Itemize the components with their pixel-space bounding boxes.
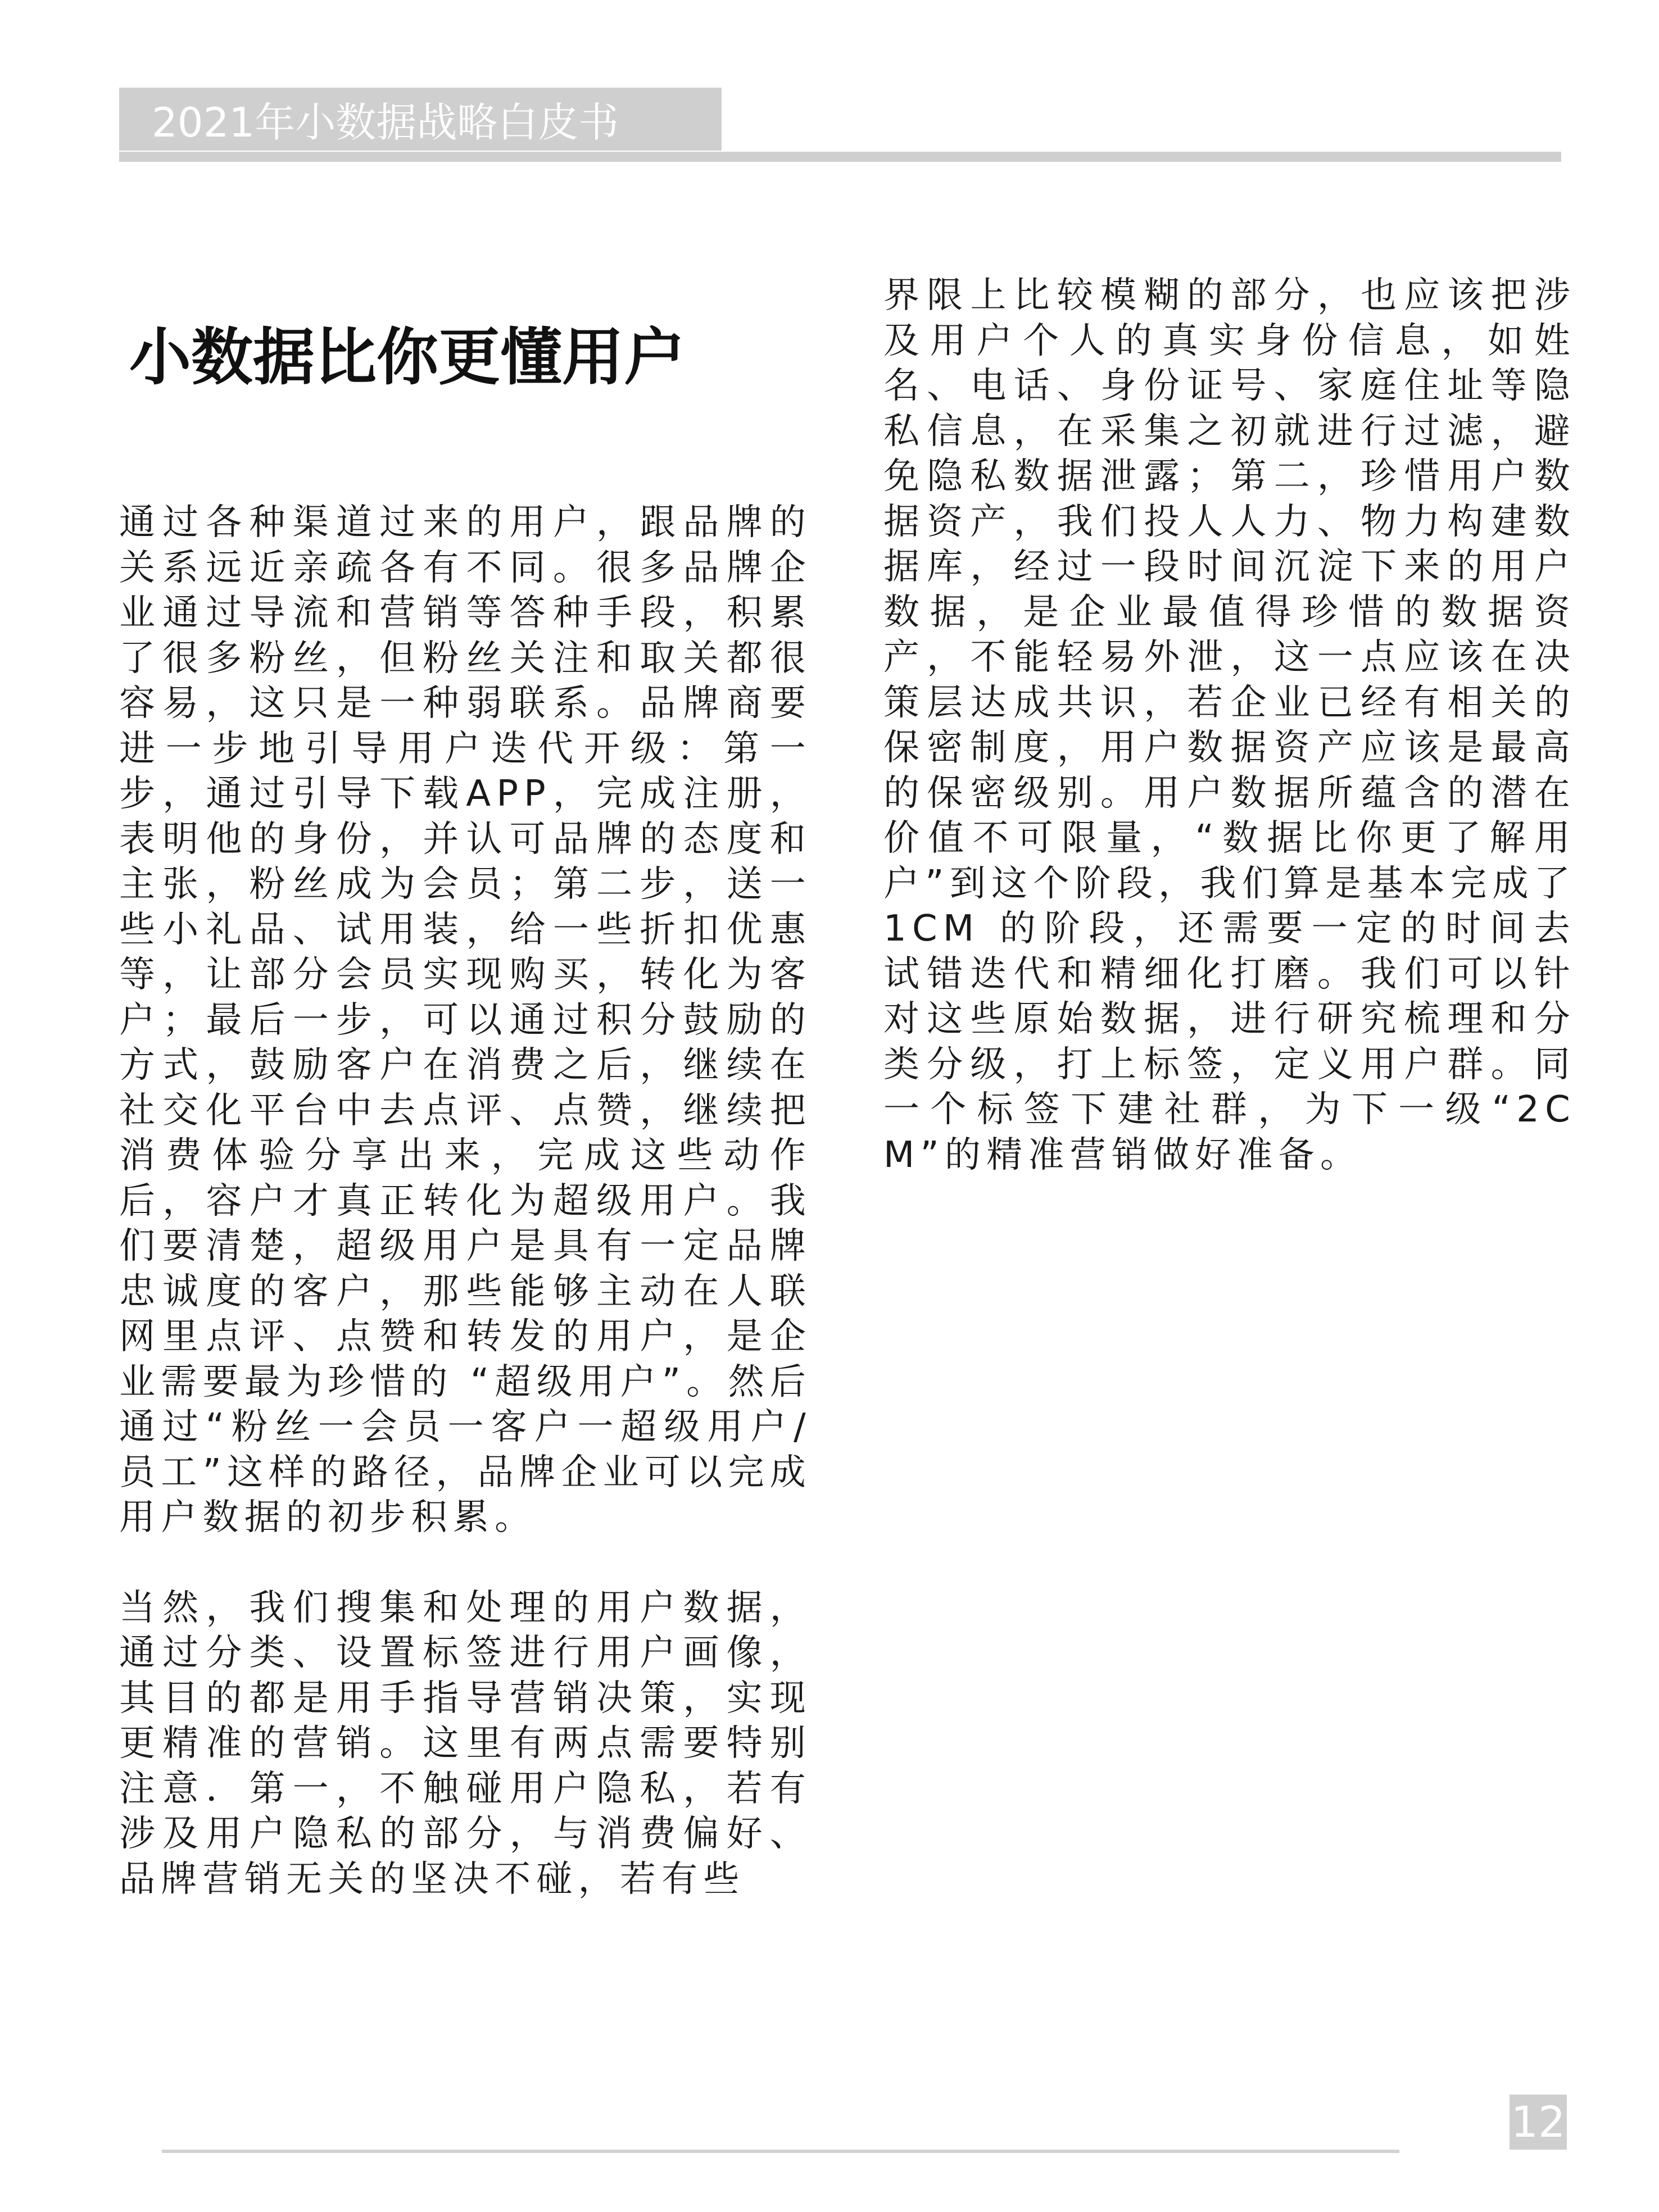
right-paragraph-1: 界限上比较模糊的部分，也应该把涉及用户个人的真实身份信息，如姓名、电话、身份证号、家庭住址等隐私信息，在采集之初就进行过滤，避免隐私数据泄露；第二，珍惜用户数据资产，我们投人人力、物力构建数据库，经过一段时间沉淀下来的用户数据，是企业最值得珍惜的数据资产，不能轻易外泄，这一点应该在决策层达成共识，若企业已经有相关的保密制度，用户数据资产应该是最高的保密级别。用户数据所蕴含的潜在价值不可限量，“数据比你更了解用户”到这个阶段，我们算是基本完成了1CM 的阶段，还需要一定的时间去试错迭代和精细化打磨。我们可以针对这些原始数据，进行研究梳理和分类分级，打上标签，定义用户群。同一个标签下建社群，为下一级“2CM”的精准营销做好准备。: [883, 275, 1576, 1176]
left-paragraph-1: 通过各种渠道过来的用户，跟品牌的关系远近亲疏各有不同。很多品牌企业通过导流和营销等答种手段，积累了很多粉丝，但粉丝关注和取关都很容易，这只是一种弱联系。品牌商要进一步地引导用户迭代开级：第一步，通过引导下载APP，完成注册，表明他的身份，并认可品牌的态度和主张，粉丝成为会员；第二步，送一些小礼品、试用装，给一些折扣优惠等，让部分会员实现购买，转化为客户；最后一步，可以通过积分鼓励的方式，鼓励客户在消费之后，继续在社交化平台中去点评、点赞，继续把消费体验分享出来，完成这些动作后，容户才真正转化为超级用户。我们要清楚，超级用户是具有一定品牌忠诚度的客户，那些能够主动在人联网里点评、点赞和转发的用户，是企业需要最为珍惜的 “超级用户”。然后通过“粉丝一会员一客户一超级用户/员工”这样的路径，品牌企业可以完成用户数据的初步积累。: [119, 502, 812, 1538]
right-text-column: [883, 273, 1576, 1178]
page-number: 12: [1511, 2097, 1566, 2147]
left-paragraph-2: 当然，我们搜集和处理的用户数据，通过分类、设置标签进行用户画像，其目的都是用手指导营销决策，实现更精准的营销。这里有两点需要特别注意．第一，不触碰用户隐私，若有涉及用户隐私的部分，与消费偏好、品牌营销无关的坚决不碰，若有些: [119, 1587, 812, 1900]
document-header-title: 2021年小数据战略白皮书: [152, 99, 619, 146]
page-title: 小数据比你更懂用户: [129, 321, 686, 393]
header-rule: [119, 152, 1561, 162]
left-text-column: [119, 500, 812, 1902]
footer-rule: [162, 2150, 1399, 2153]
